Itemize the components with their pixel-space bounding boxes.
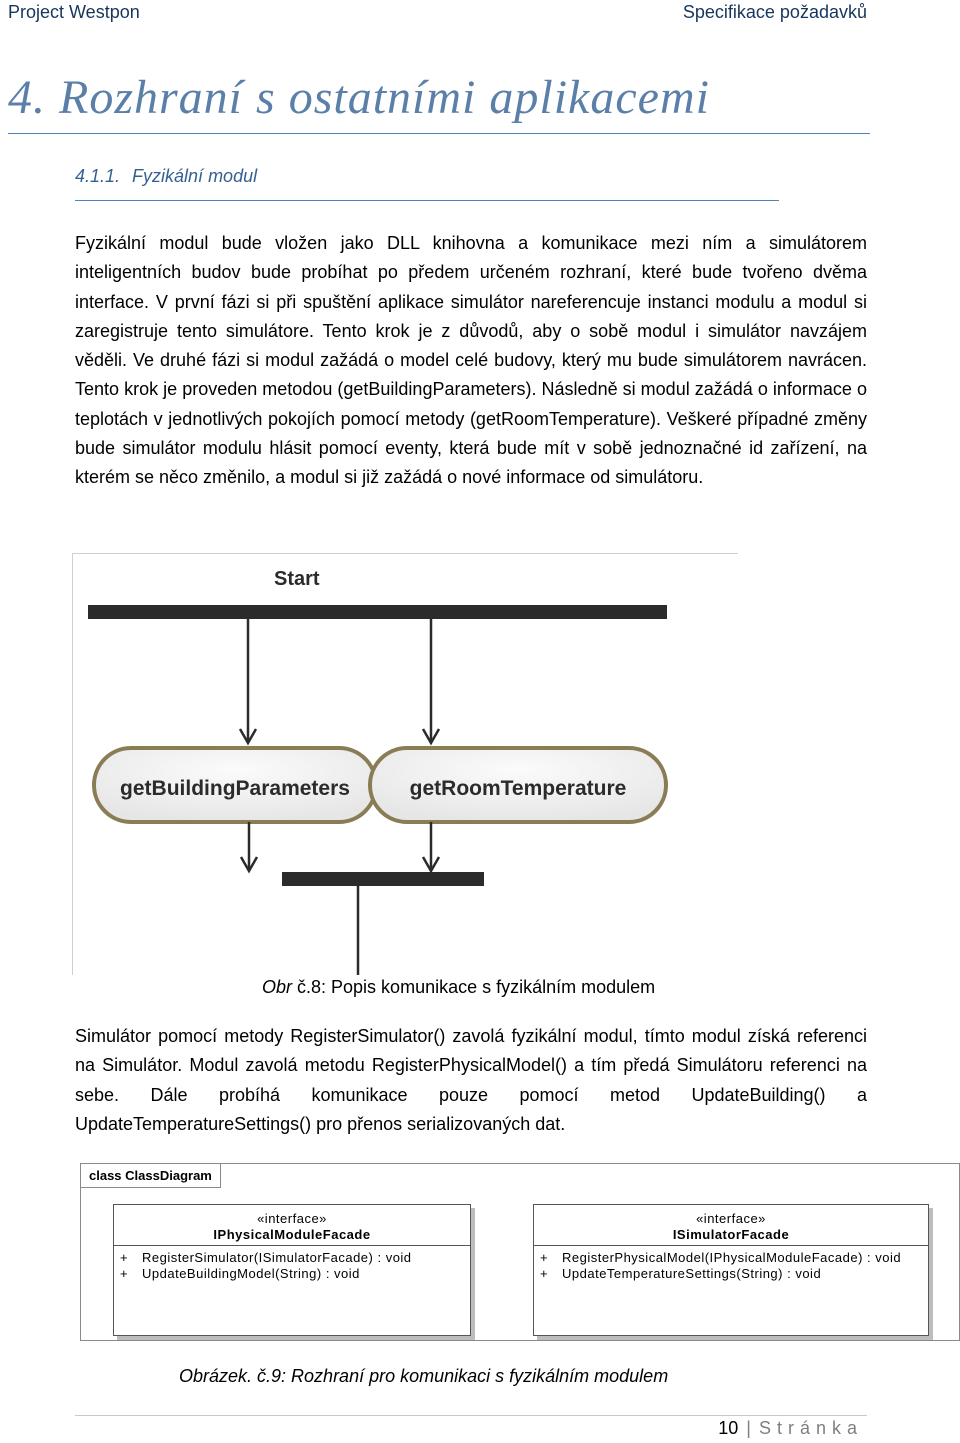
footer-divider: [75, 1415, 867, 1416]
action-label-right: getRoomTemperature: [409, 777, 627, 800]
operation-signature: RegisterPhysicalModel(IPhysicalModuleFacade) : void: [562, 1250, 902, 1265]
arrow-top-left: [240, 619, 256, 743]
interface-operation: [120, 1250, 412, 1265]
paragraph-1: Fyzikální modul bude vložen jako DLL knihovna a komunikace mezi ním a simulátorem inteligentních budov bude probíhat po předem určeném rozhraní, které bude tvořeno dvěma interface. V první fázi si při spuštění aplikace simulátor nareferencuje instanci modulu a modul si zaregistruje tento simulátore. Tento krok je z důvodů, aby o sobě modul i simulátor navzájem věděli. Ve druhé fázi si modul zažádá o model celé budovy, který mu bude simulátorem navrácen. Tento krok je proveden metodou (getBuildingParameters). Následně si modul zažádá o informace o teplotách v jednotlivých pokojích pomocí metody (getRoomTemperature). Veškeré případné změny bude simulátor modulu hlásit pomocí eventy, která bude mít v sobě jednoznačné id zařízení, na kterém se něco změnilo, a modul si již zažádá o nové informace od simulátoru.: [75, 233, 867, 488]
figure-1-caption: [262, 977, 655, 998]
arrow-bottom-right: [423, 822, 439, 871]
interface-name: IPhysicalModuleFacade: [213, 1227, 371, 1242]
activity-diagram: [72, 553, 738, 975]
visibility-marker: +: [540, 1250, 549, 1265]
interface-stereotype: «interface»: [257, 1211, 327, 1226]
interface-stereotype: «interface»: [696, 1211, 766, 1226]
heading-1-underline: [8, 133, 870, 134]
interface-box-physical-module: [113, 1204, 471, 1336]
visibility-marker: +: [120, 1250, 129, 1265]
heading-3: [75, 166, 257, 187]
heading-1: 4. Rozhraní s ostatními aplikacemi: [8, 71, 710, 124]
figure-2-caption: Obrázek. č.9: Rozhraní pro komunikaci s fyzikálním modulem: [179, 1366, 669, 1386]
page-number: 10: [718, 1418, 739, 1438]
interface-operation: [540, 1266, 821, 1281]
action-label-left: getBuildingParameters: [120, 777, 350, 800]
heading-3-underline: [75, 200, 779, 201]
visibility-marker: +: [540, 1266, 549, 1281]
operation-signature: UpdateTemperatureSettings(String) : void: [562, 1266, 822, 1281]
interface-operation: [540, 1250, 901, 1265]
header-project-title: Project Westpon: [8, 2, 140, 22]
class-diagram: [80, 1163, 960, 1341]
figure-1-caption-text: č.8: Popis komunikace s fyzikálním modulem: [292, 977, 656, 997]
visibility-marker: +: [120, 1266, 129, 1281]
footer-page-number: [718, 1418, 863, 1439]
footer-separator: |: [746, 1418, 751, 1438]
arrow-bottom-left: [241, 822, 257, 871]
interface-divider: [534, 1245, 928, 1246]
heading-3-number: 4.1.1.: [75, 166, 121, 186]
operation-signature: UpdateBuildingModel(String) : void: [142, 1266, 360, 1281]
join-bar-bottom: [282, 872, 484, 886]
interface-operation: [120, 1266, 360, 1281]
interface-box-simulator: [533, 1204, 929, 1336]
header-document-title: Specifikace požadavků: [682, 2, 867, 22]
interface-name: ISimulatorFacade: [672, 1227, 790, 1242]
class-diagram-tab: class ClassDiagram: [81, 1164, 221, 1188]
interface-divider: [114, 1245, 470, 1246]
footer-page-word: Stránka: [758, 1418, 863, 1438]
fork-bar-top: [88, 605, 667, 619]
paragraph-2: Simulátor pomocí metody RegisterSimulator() zavolá fyzikální modul, tímto modul získá referenci na Simulátor. Modul zavolá metodu RegisterPhysicalModel() a tím předá Simulátoru referenci na sebe. Dále probíhá komunikace pouze pomocí metod UpdateBuilding() a UpdateTemperatureSettings() pro přenos serializovaných dat.: [75, 1026, 867, 1134]
heading-3-title: Fyzikální modul: [132, 166, 258, 186]
arrow-top-right: [423, 619, 439, 743]
operation-signature: RegisterSimulator(ISimulatorFacade) : void: [142, 1250, 412, 1265]
start-label: Start: [274, 568, 320, 590]
figure-1-caption-prefix: Obr: [262, 977, 293, 997]
